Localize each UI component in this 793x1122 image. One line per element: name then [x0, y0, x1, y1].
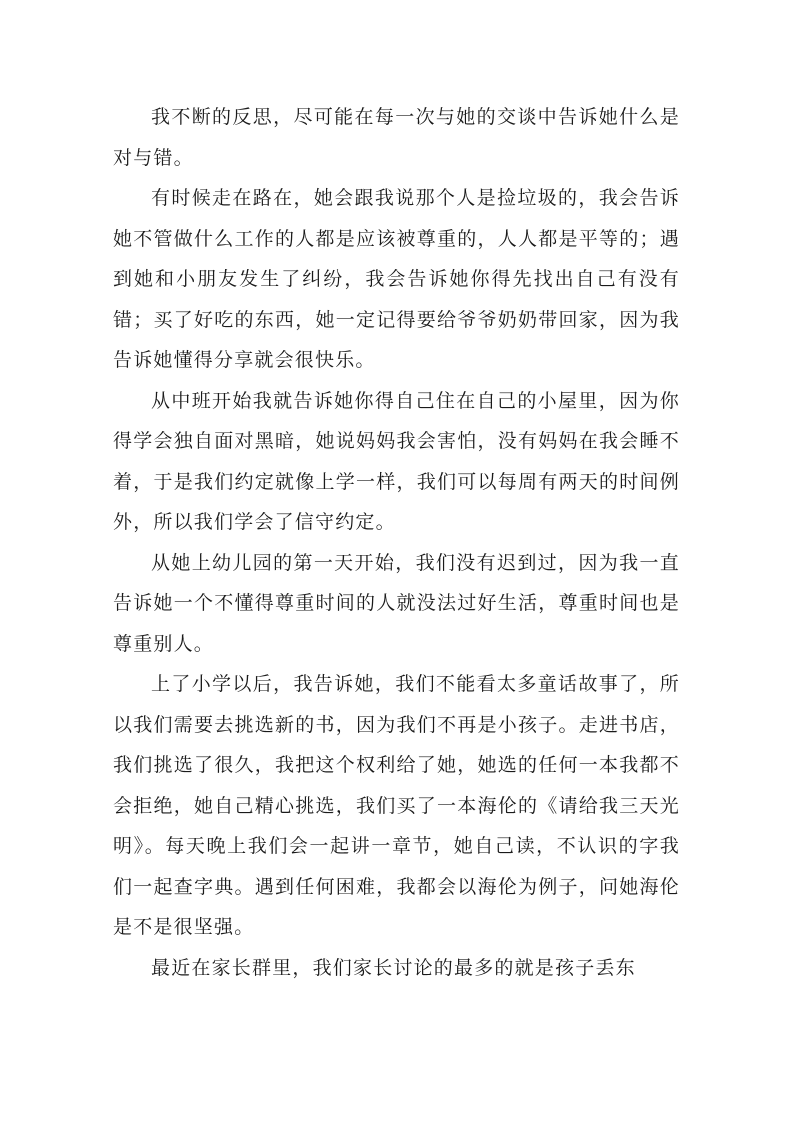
paragraph-respect-others: 有时候走在路在，她会跟我说那个人是捡垃圾的，我会告诉她不管做什么工作的人都是应该被尊重的，人人都是平等的；遇到她和小朋友发生了纠纷，我会告诉她你得先找出自己有没有错；买了好吃的东西，她一定记得要给爷爷奶奶带回家，因为我告诉她懂得分享就会很快乐。 [113, 187, 680, 371]
paragraph-choosing-books: 上了小学以后，我告诉她，我们不能看太多童话故事了，所以我们需要去挑选新的书，因为我们不再是小孩子。走进书店，我们挑选了很久，我把这个权利给了她，她选的任何一本我都不会拒绝，她自己精心挑选，我们买了一本海伦的《请给我三天光明》。每天晚上我们会一起讲一章节，她自己读，不认识的字我们一起查字典。遇到任何困难，我都会以海伦为例子，问她海伦是不是很坚强。 [113, 673, 680, 938]
paragraph-self-reflection: 我不断的反思，尽可能在每一次与她的交谈中告诉她什么是对与错。 [113, 106, 680, 169]
paragraph-punctuality: 从她上幼儿园的第一天开始，我们没有迟到过，因为我一直告诉她一个不懂得尊重时间的人就没法过好生活，尊重时间也是尊重别人。 [113, 551, 680, 655]
document-body [113, 97, 680, 988]
paragraph-sleep-alone: 从中班开始我就告诉她你得自己住在自己的小屋里，因为你得学会独自面对黑暗，她说妈妈我会害怕，没有妈妈在我会睡不着，于是我们约定就像上学一样，我们可以每周有两天的时间例外，所以我们学会了信守约定。 [113, 389, 680, 533]
paragraph-parent-group: 最近在家长群里，我们家长讨论的最多的就是孩子丢东 [151, 956, 636, 979]
